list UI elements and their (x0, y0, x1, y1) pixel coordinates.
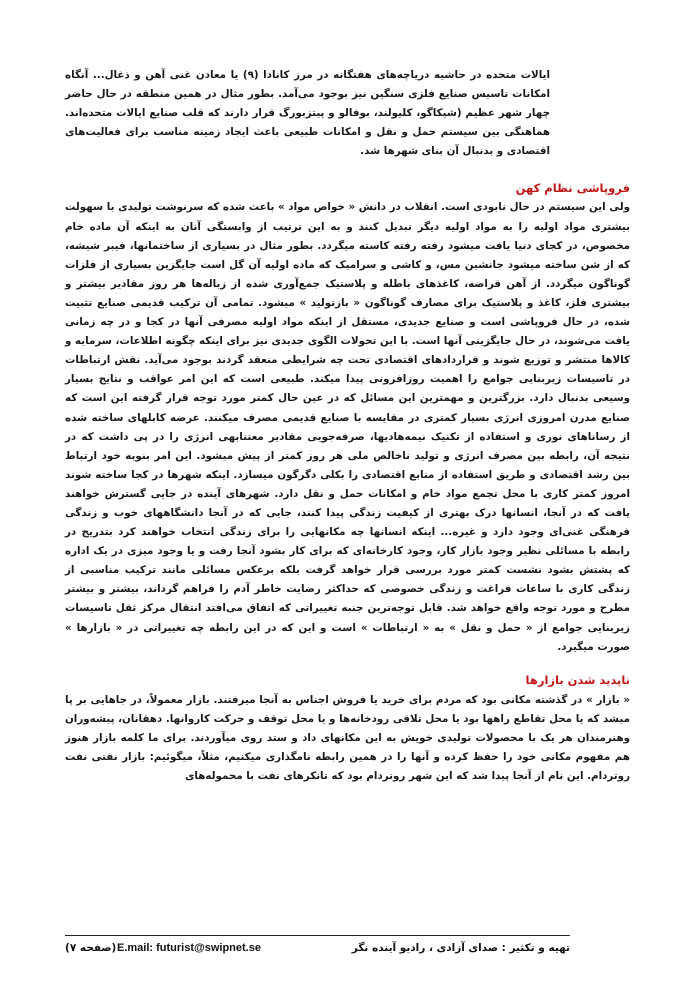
intro-paragraph: ایالات متحده در حاشیه دریاچه‌های هفتگانه در مرز کانادا (۹) یا معادن غنی آهن و ذغال... آنگاه امکانات تاسیس صنایع فلزی سنگین نیز بوجود می‌آمد. بطور مثال در همین منطقه در حال حاضر چهار شهر عظیم (شیکاگو، کلیولند، بوفالو و پیتزبورگ قرار دارند که قلب صنایع ایالات متحده‌اند. هماهنگی بین سیستم حمل و نقل و امکانات طبیعی باعث ایجاد زمینه مناسب برای فعالیت‌های اقتصادی و بدنبال آن بنای شهرها شد. (65, 69, 550, 158)
section-heading-collapse-old-order: فروپاشی نظام کهن (515, 181, 630, 196)
article-body (65, 66, 630, 786)
section-paragraph: « بازار » در گذشته مکانی بود که مردم برای خرید یا فروش اجناس به آنجا میرفتند. بازار معمولاً، در جاهایی بر پا میشد که یا محل تقاطع راهها بود یا محل تلاقی رودخانه‌ها و یا محل توقف و حرکت کاروانها. دهقانان، پیشه‌وران وهنرمندان هر یک با محصولات تولیدی خویش به این مکانهای داد و ستد روی میآوردند. برای ما کلمه بازار هنوز هم مفهوم مکانی خود را حفظ کرده و آنها را در همین رابطه نامگذاری میکنیم، مثلاً، میگوئیم: بازار نفتی نفت روتردام. این نام از آنجا پیدا شد که این شهر روتردام بود که تانکرهای نفت با محموله‌های (65, 693, 630, 783)
page-footer (65, 938, 570, 958)
footer-email: E.mail: futurist@swipnet.se (117, 942, 261, 954)
section-paragraph: ولی این سیستم در حال نابودی است. انقلاب در دانش « خواص مواد » باعث شده که سرنوشت تولیدی با سهولت بیشتری مواد اولیه را به مواد اولیه دیگر تبدیل کنند و به این ترتیب از وابستگی آنان به اینکه آن ماده خام مخصوص، در کجای دنیا یافت میشود رفته رفته کاسته میگردد. بطور مثال در بسیاری از ساختمانها، فیبر شیشه، که از شن ساخته میشود جانشین مس، و کاشی و سرامیک که ماده اولیه آن گل است جایگزین بسیاری از فلزات گوناگون میگردد. از آهن قراضه، کاغذهای باطله و پلاستیک جمع‌آوری شده از زباله‌ها هر روز مقادیر بیشتر و بیشتری فلز، کاغذ و پلاستیک برای مصارف گوناگون « بازتولید » میشود. تمامی آن ترکیب قدیمی صنایع تثبیت شده، در حال فروپاشی است و صنایع جدیدی، مستقل از اینکه مواد اولیه مصرفی آنها در کجا و در چه زمانی یافت می‌شوند، در حال جایگزینی آنها است. با این تحولات الگوی جدیدی نیز برای اینکه چگونه اطلاعات، سرمایه و کالاها منتشر و توزیع شوند و قراردادهای اقتصادی تحت چه شرایطی منعقد گردند بوجود می‌آید. نقش ارتباطات در تاسیسات زیربنایی جوامع را اهمیت روزافزونی پیدا میکند. طبیعی است که این امر عواقب و نتایج بسیار وسیعی بدنبال دارد. بزرگترین و مهمترین این مسائل که در عین حال کمتر مورد توجه قرار گرفته این است که صنایع مدرن امروزی انرژی بسیار کمتری در مقایسه با صنایع قدیمی مصرف میکنند. عرضه کابلهای ساخته شده از رسانا‌های نوری و استفاده از تکنیک نیمه‌هادیها، صرفه‌جویی مقادیر معتنابهی انرژی را در پی داشت که در نتیجه آن، رابطه بین مصرف انرژی و تولید ناخالص ملی هر روز کمتر از پیش میشود. این امر بنوبه خود ارتباط بین رشد اقتصادی و طریق استفاده از منابع اقتصادی را بکلی دگرگون میسازد. اینکه شهرها در کجا ساخته شوند امروز کمتر کاری با محل تجمع مواد خام و امکانات حمل و نقل دارد. شهرهای آینده در جایی گسترش خواهند یافت که در آنجا، انسانها درک بهتری از کیفیت زندگی پیدا کنند، جایی که در آنجا دانشگاههای خوب و زندگی فرهنگی غنی‌ای وجود دارد و غیره... اینکه انسانها چه مکانهایی را برای زندگی انتخاب خواهند کرد بتدریج در رابطه با مسائلی نظیر وجود بازار کار، وجود کارخانه‌ای که برای کار بشود آنجا رفت و یا وجود میزی در یک اداره که پشتش بشود نشست کمتر مورد بررسی قرار خواهد گرفت بلکه برعکس مسائلی مانند ترکیب مناسبی از زندگی کاری با ساعات فراغت و زندگی خصوصی که حداکثر رضایت خاطر آدم را فراهم گرداند، بیشتر و بیشتر مطرح و مورد توجه واقع خواهد شد. قابل توجه‌ترین جنبه تغییراتی که اتفاق می‌افتد انتقال مرکز ثقل تاسیسات زیربنایی جوامع از « حمل و نقل » به « ارتباطات » است و این که در این رابطه چه تغییراتی در « بازارها » صورت میگیرد. (65, 201, 630, 653)
footer-credit: تهیه و تکثیر : صدای آزادی ، رادیو آینده نگر (351, 942, 570, 954)
footer-divider (65, 935, 570, 936)
page-number: (صفحه ۷) (65, 942, 117, 954)
section-heading-disappearing-markets: ناپدید شدن بازارها (525, 672, 630, 687)
